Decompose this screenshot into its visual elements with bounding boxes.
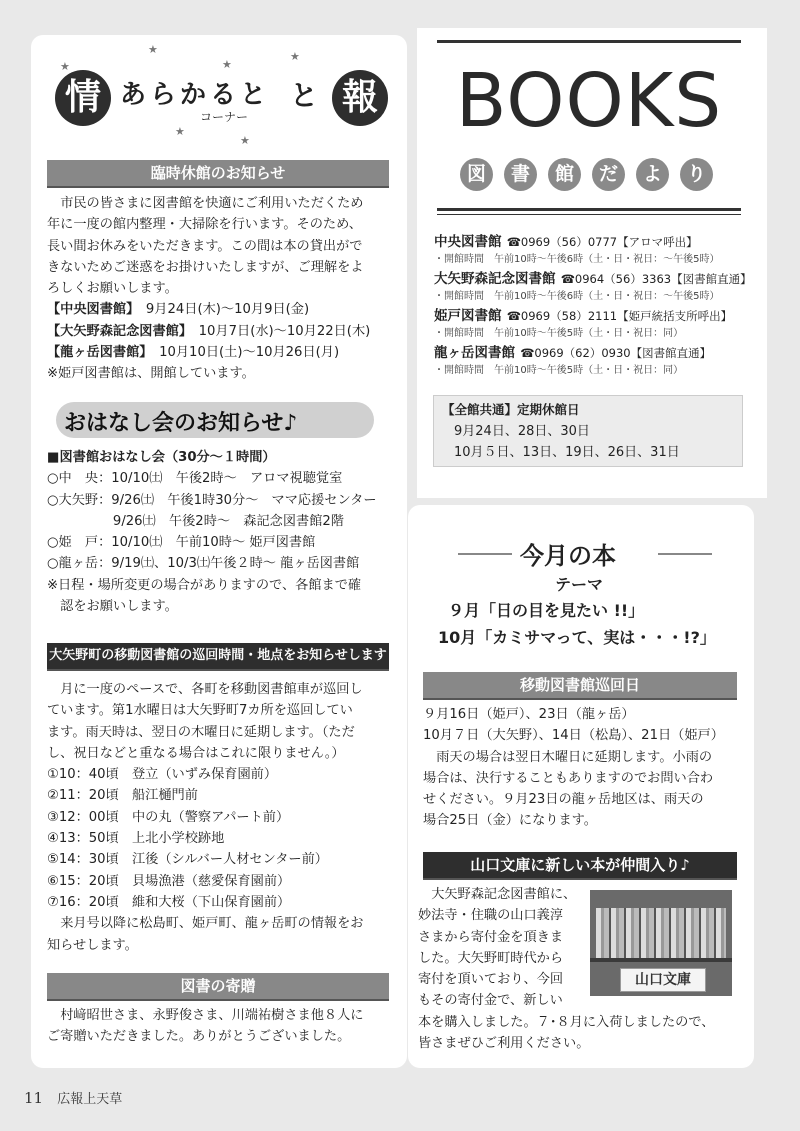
storytime-sub: ■図書館おはなし会（30分〜１時間） [47, 450, 276, 465]
library-entry: 中央図書館 ☎0969（56）0777【アロマ呼出】 ・開館時間 午前10時〜午後6時（土・日・祝日：〜午後5時） [434, 234, 720, 265]
mobile-heading: 大矢野町の移動図書館の巡回時間・地点をお知らせします [47, 643, 389, 671]
yamaguchi-line: 本を購入しました。７･８月に入荷しましたので、 [418, 1014, 715, 1030]
magazine-name: 広報上天草 [57, 1092, 123, 1107]
storytime-line: 9/26㈯ 午後2時〜 森記念図書館2階 [47, 513, 344, 529]
monthly-line-sep: ９月「日の目を見たい !!」 [448, 601, 645, 620]
closure-note: ※姫戸図書館は、開館しています。 [47, 366, 255, 382]
mobile-line: ます。雨天時は、翌日の木曜日に延期します。（ただ [47, 724, 355, 740]
storytime-line: ○中 央：10/10㈯ 午後2時〜 アロマ視聴覚室 [47, 471, 343, 487]
star-icon: ★ [175, 125, 185, 138]
mobile-stop: ④13：50頃 上北小学校跡地 [47, 831, 225, 847]
yamaguchi-line: もその寄付金で、新しい [418, 993, 563, 1009]
bookshelf-photo [590, 890, 732, 996]
tour-line: せください。９月23日の龍ヶ岳地区は、雨天の [423, 792, 704, 808]
mobile-line: ています。第1水曜日は大矢野町7カ所を巡回してい [47, 703, 353, 719]
storytime-heading-text: おはなし会のお知らせ♪ [64, 411, 298, 436]
photo-sign: 山口文庫 [620, 968, 706, 992]
mobile-body [47, 679, 364, 956]
closure-item: 【中央図書館】 9月24日(木)〜10月9日(金) [47, 302, 310, 318]
tour-line: 場合25日（金）になります。 [423, 813, 597, 829]
yamaguchi-line: 寄付を頂いており、今回 [418, 972, 564, 988]
mobile-stop: ⑥15：20頃 貝場漁港（慈愛保育園前） [47, 873, 291, 889]
storytime-line: ○大矢野：9/26㈯ 午後1時30分〜 ママ応援センター [47, 492, 377, 508]
mobile-stop: ①10：40頃 登立（いずみ保育園前） [47, 767, 278, 783]
monthly-line-oct: 10月「カミサマって、実は・・・!?」 [438, 628, 716, 647]
yamaguchi-heading: 山口文庫に新しい本が仲間入り♪ [423, 852, 737, 880]
page-number: 11 [24, 1089, 44, 1107]
tour-line: 雨天の場合は翌日木曜日に延期します。小雨の [436, 749, 713, 765]
mobile-line: 来月号以降に松島町、姫戸町、龍ヶ岳町の情報をお [60, 916, 364, 932]
monthly-ornament-right [658, 553, 712, 555]
storytime-line: 認をお願いします。 [47, 599, 178, 615]
books-top-rule [437, 40, 741, 43]
books-title: BOOKS [455, 58, 723, 144]
books-bottom-rule [437, 208, 741, 211]
yamaguchi-line: さまから寄付金を頂きま [418, 929, 564, 945]
closure-line: 長い間お休みをいただきます。この間は本の貸出がで [47, 238, 363, 254]
corner-kanji-left: 情 [55, 70, 111, 126]
mobile-stop: ⑤14：30頃 江後（シルバー人材センター前） [47, 852, 328, 868]
tour-line: 10月７日（大矢野）、14日（松島）、21日（姫戸） [423, 728, 724, 744]
library-list [434, 230, 754, 378]
mobile-stop: ⑦16：20頃 維和大桜（下山保育園前） [47, 894, 291, 910]
page-footer [24, 1088, 122, 1107]
tour-body [423, 704, 724, 832]
books-bottom-rule2 [437, 214, 741, 215]
closure-item: 【大矢野森記念図書館】 10月7日(水)〜10月22日(木) [47, 323, 371, 339]
storytime-line: ○龍ヶ岳：9/19㈯、10/3㈯午後２時〜 龍ヶ岳図書館 [47, 556, 360, 572]
closure-line: きないためご迷惑をお掛けいたしますが、ご理解をよ [47, 259, 364, 275]
tour-line: ９月16日（姫戸）、23日（龍ヶ岳） [423, 707, 635, 722]
donation-line: 村﨑昭世さま、永野俊さま、川端祐樹さま他８人に [60, 1008, 364, 1023]
closure-heading: 臨時休館のお知らせ [47, 160, 389, 188]
star-icon: ★ [60, 60, 70, 73]
mobile-line: 知らせします。 [47, 937, 138, 953]
closure-body [47, 193, 370, 385]
star-icon: ★ [240, 134, 250, 147]
tour-heading: 移動図書館巡回日 [423, 672, 737, 700]
storytime-line: ○姫 戸：10/10㈯ 午前10時〜 姫戸図書館 [47, 535, 316, 551]
closure-line: 年に一度の館内整理・大掃除を行います。そのため、 [47, 217, 362, 233]
donation-body [47, 1005, 364, 1048]
yamaguchi-line: 大矢野森記念図書館に、 [431, 887, 577, 902]
corner-middle: あらかると [120, 80, 271, 110]
star-icon: ★ [148, 43, 158, 56]
star-icon: ★ [290, 50, 300, 63]
closure-line: 市民の皆さまに図書館を快適にご利用いただくため [60, 196, 364, 211]
library-entry: 龍ヶ岳図書館 ☎0969（62）0930【図書館直通】 ・開館時間 午前10時〜午後5時（土・日・祝日：同） [434, 345, 712, 376]
closure-line: ろしくお願いします。 [47, 281, 178, 297]
corner-sub: コーナー [200, 110, 249, 124]
corner-to: と [290, 79, 319, 112]
library-entry: 大矢野森記念図書館 ☎0964（56）3363【図書館直通】 ・開館時間 午前10時〜午後6時（土・日・祝日：〜午後5時） [434, 271, 752, 302]
storytime-line: ※日程・場所変更の場合がありますので、各館まで確 [47, 577, 362, 593]
donation-heading: 図書の寄贈 [47, 973, 389, 1001]
corner-kanji-right: 報 [332, 70, 388, 126]
closed-days-box: 【全館共通】定期休館日 9月24日、28日、30日 10月５日、13日、19日、26日、31日 [433, 395, 743, 467]
library-entry: 姫戸図書館 ☎0969（58）2111【姫戸統括支所呼出】 ・開館時間 午前10時〜午後5時（土・日・祝日：同） [434, 308, 733, 339]
mobile-line: し、祝日などと重なる場合はこれに限りません。） [47, 745, 345, 761]
mobile-stop: ③12：00頃 中の丸（警察アパート前） [47, 809, 290, 825]
monthly-theme: テーマ [555, 575, 604, 594]
mobile-line: 月に一度のペースで、各町を移動図書館車が巡回し [60, 682, 363, 697]
star-icon: ★ [222, 58, 232, 71]
mobile-stop: ②11：20頃 船江樋門前 [47, 788, 198, 804]
storytime-body [47, 447, 377, 617]
closure-item: 【龍ヶ岳図書館】 10月10日(土)〜10月26日(月) [47, 345, 340, 361]
yamaguchi-line: 皆さまぜひご利用ください。 [418, 1036, 590, 1052]
yamaguchi-line: 妙法寺・住職の山口義淳 [418, 908, 564, 924]
donation-line: ご寄贈いただきました。ありがとうございました。 [47, 1029, 351, 1045]
tour-line: 場合は、決行することもありますのでお問い合わ [423, 770, 714, 786]
monthly-ornament-left [458, 553, 512, 555]
monthly-heading: 今月の本 [520, 541, 616, 570]
yamaguchi-line: した。大矢野町時代から [418, 950, 564, 966]
